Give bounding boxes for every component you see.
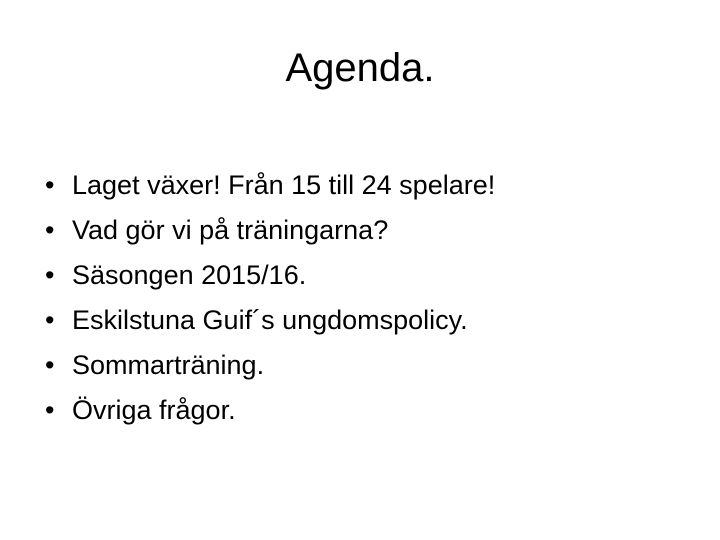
agenda-item-text: Säsongen 2015/16. [72, 260, 307, 290]
agenda-item [45, 388, 685, 433]
agenda-item-text: Sommarträning. [72, 350, 265, 380]
bullet-icon: • [45, 305, 55, 335]
agenda-item-text: Vad gör vi på träningarna? [72, 215, 389, 245]
slide-title: Agenda. [285, 46, 435, 90]
agenda-item [45, 253, 685, 298]
bullet-icon: • [45, 395, 55, 425]
bullet-icon: • [45, 170, 55, 200]
bullet-icon: • [45, 260, 55, 290]
agenda-item [45, 163, 685, 208]
bullet-icon: • [45, 350, 55, 380]
agenda-list [45, 163, 685, 433]
bullet-icon: • [45, 215, 55, 245]
agenda-item-text: Övriga frågor. [72, 395, 236, 425]
agenda-item [45, 343, 685, 388]
agenda-item [45, 208, 685, 253]
agenda-item-text: Eskilstuna Guif´s ungdomspolicy. [72, 305, 468, 335]
agenda-item-text: Laget växer! Från 15 till 24 spelare! [72, 170, 496, 200]
agenda-item [45, 298, 685, 343]
